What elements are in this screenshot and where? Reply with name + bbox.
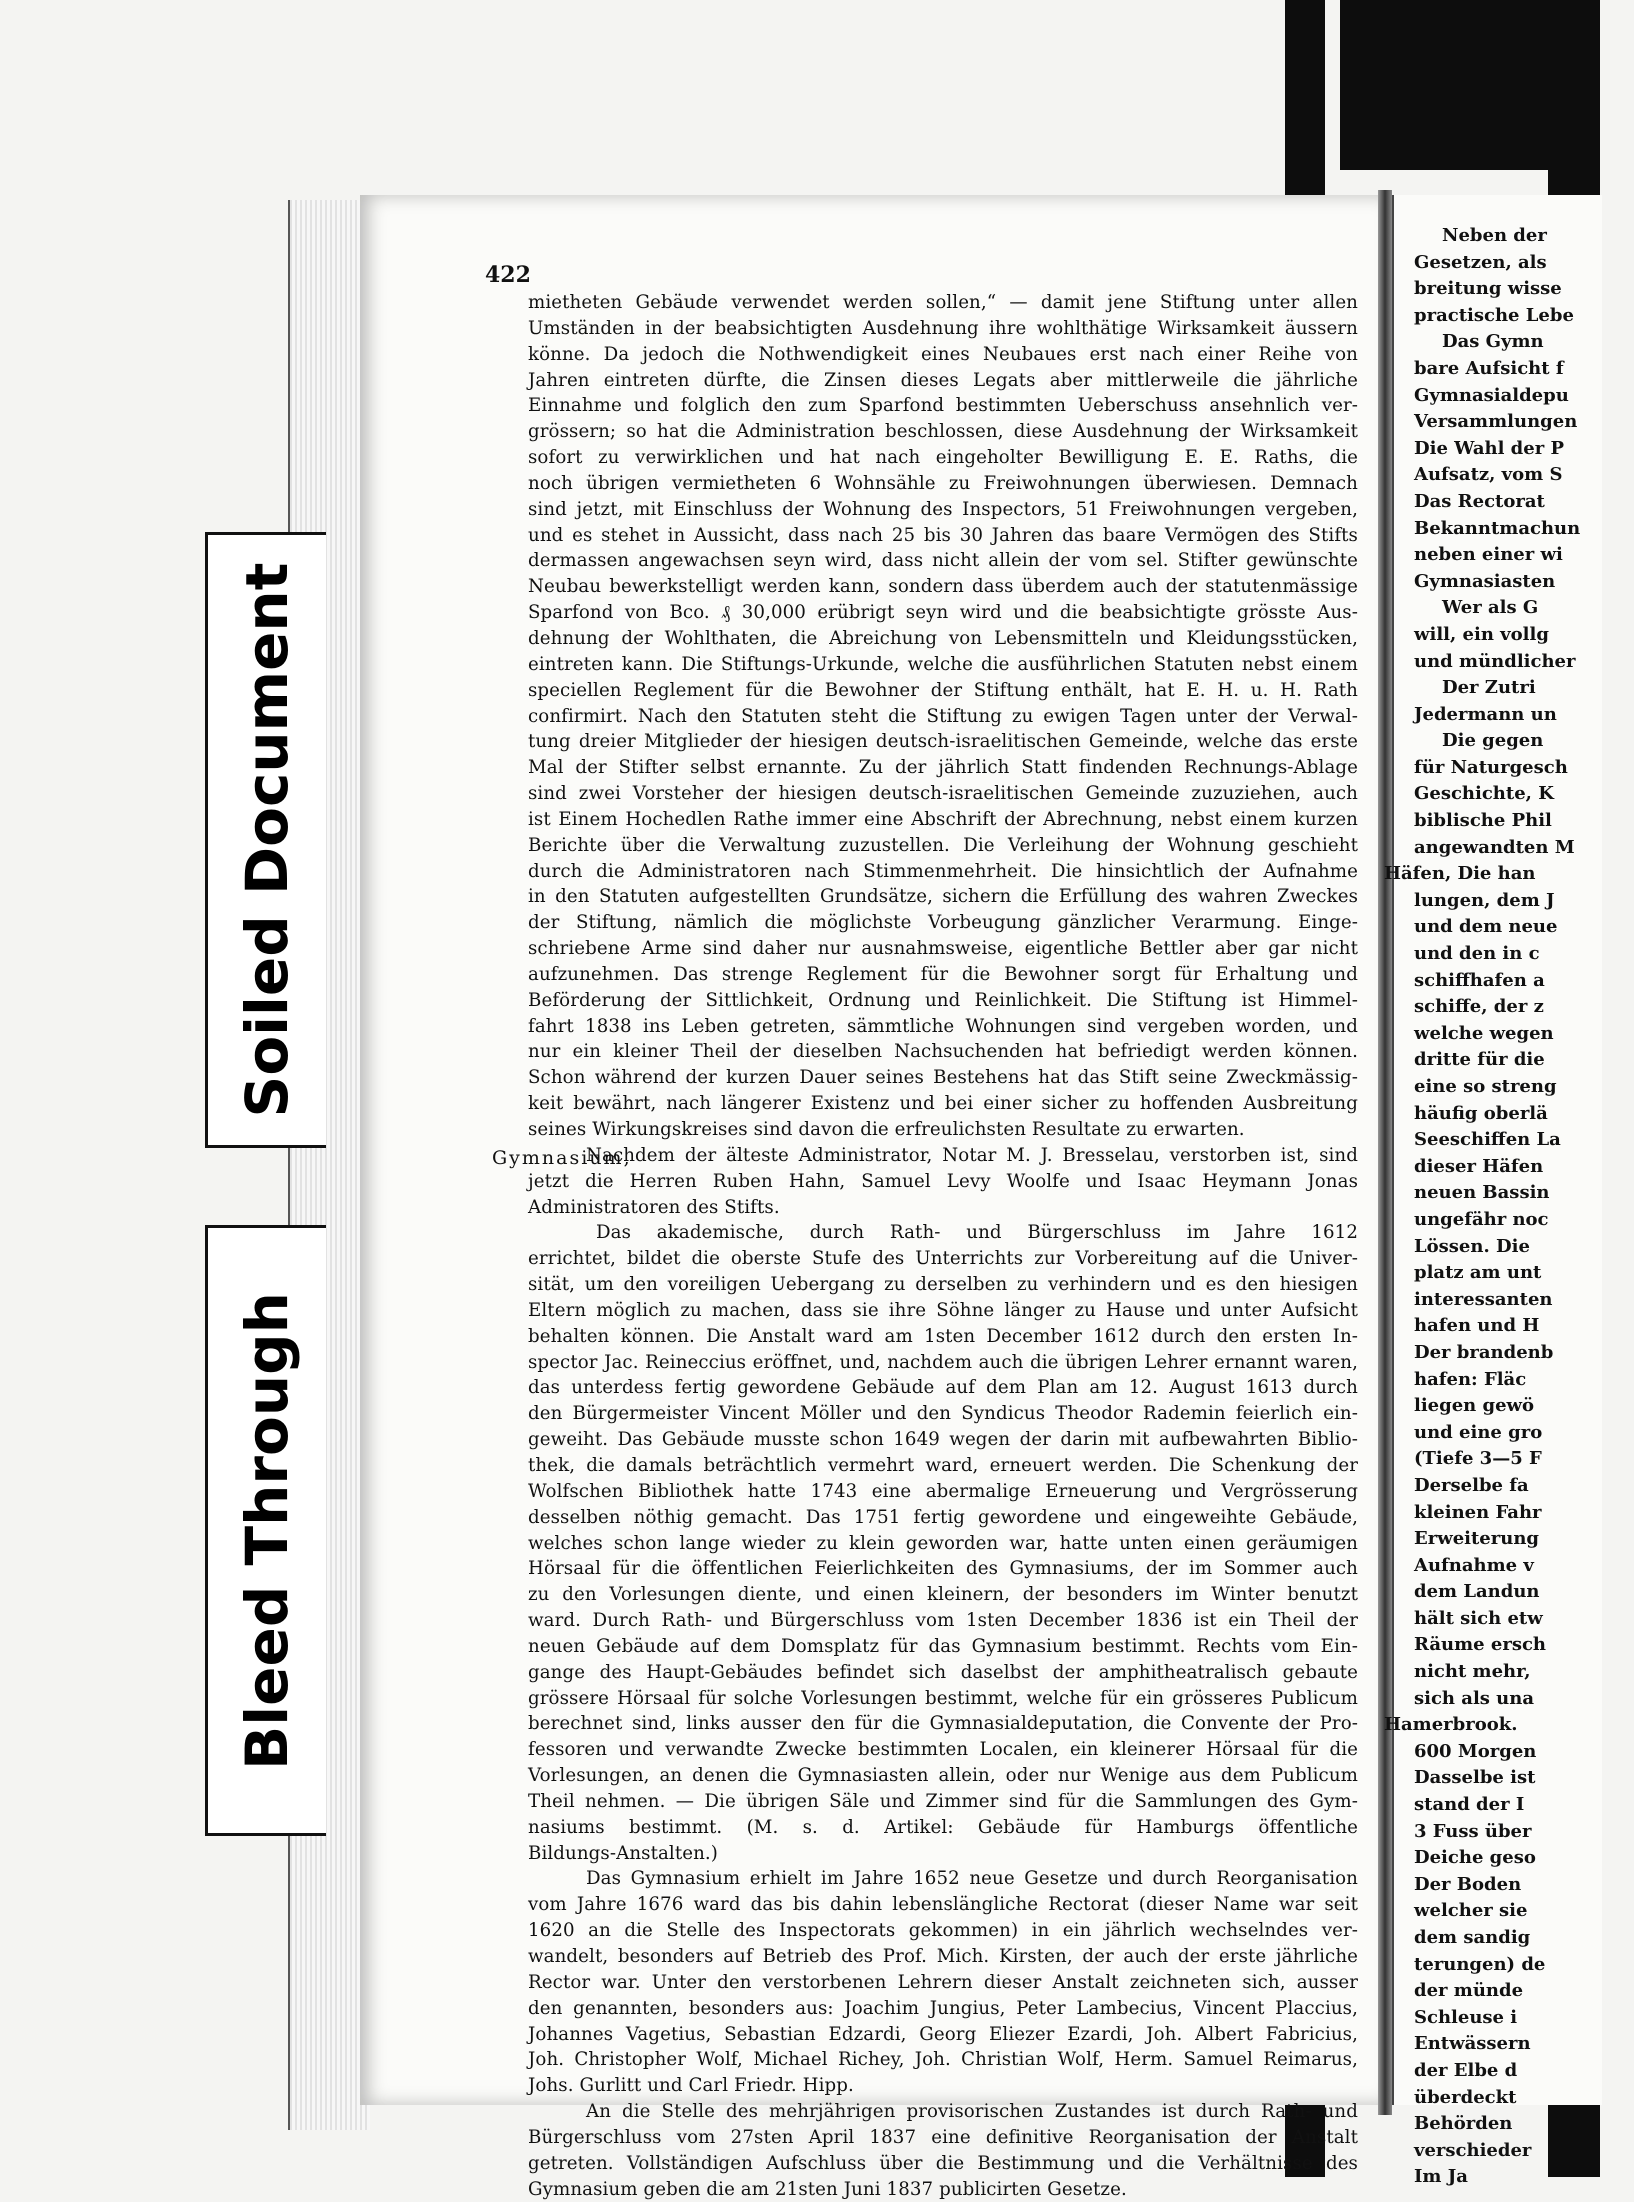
text-line: Schon während der kurzen Dauer seines Bestehens hat das Stift seine Zweckmässig- <box>528 1067 1358 1089</box>
text-line: Bildungs-Anstalten.) <box>528 1842 719 1864</box>
text-line: schriebene Arme sind daher nur ausnahmsweise, eigentliche Bettler aber gar nicht <box>528 938 1358 960</box>
text-line: Hörsaal für die öffentlichen Feierlichkeiten des Gymnasiums, der im Sommer auch <box>528 1558 1358 1580</box>
right-text-line: Aufsatz, vom S <box>1414 464 1563 486</box>
scanner-border <box>1340 0 1600 170</box>
right-text-line: schiffe, der z <box>1414 996 1544 1018</box>
right-text-line: Der brandenb <box>1414 1341 1554 1363</box>
right-text-line: Gesetzen, als <box>1414 251 1547 273</box>
text-line: Vorlesungen, an denen die Gymnasiasten allein, oder nur Wenige aus dem Publicum <box>528 1765 1358 1787</box>
text-line: gange des Haupt-Gebäudes befindet sich daselbst der amphitheatralisch gebaute <box>528 1661 1358 1683</box>
text-line: Administratoren des Stifts. <box>528 1196 780 1218</box>
right-text-line: angewandten M <box>1414 836 1575 858</box>
right-text-line: hafen und H <box>1414 1315 1540 1337</box>
text-line: seines Wirkungskreises sind davon die erfreulichsten Resultate zu erwarten. <box>528 1119 1245 1140</box>
right-text-line: Jedermann un <box>1414 703 1557 725</box>
text-line: ward. Durch Rath- und Bürgerschluss vom 1sten December 1836 ist ein Theil der <box>528 1610 1358 1632</box>
right-text-line: für Naturgesch <box>1414 756 1568 778</box>
text-line: vom Jahre 1676 ward das bis dahin lebenslängliche Rectorat (dieser Name war seit <box>528 1894 1358 1916</box>
text-line: grössern; so hat die Administration beschlossen, diese Ausdehnung der Wirksamkeit <box>528 421 1358 443</box>
right-text-line: interessanten <box>1414 1288 1553 1310</box>
right-text-line: Im Ja <box>1414 2166 1468 2188</box>
right-text-line: und mündlicher <box>1414 650 1576 672</box>
right-text-line: Deiche geso <box>1414 1847 1536 1869</box>
right-text-line: Das Rectorat <box>1414 490 1545 512</box>
bleed-through-tab <box>205 1225 326 1836</box>
text-line: Neubau bewerkstelligt werden kann, sondern dass überdem auch der statutenmässige <box>528 576 1358 598</box>
right-text-line: Erweiterung <box>1414 1528 1539 1550</box>
right-text-line: Die gegen <box>1442 730 1544 752</box>
text-line: könne. Da jedoch die Nothwendigkeit eines Neubaues erst nach einer Reihe von <box>528 343 1358 365</box>
right-text-line: Aufnahme v <box>1414 1554 1534 1576</box>
right-text-line: terungen) de <box>1414 1953 1546 1975</box>
right-text-line: welche wegen <box>1414 1022 1554 1044</box>
text-line: Wolfschen Bibliothek hatte 1743 eine abermalige Erneuerung und Vergrösserung <box>528 1480 1358 1502</box>
right-text-line: platz am unt <box>1414 1262 1542 1284</box>
text-line: berechnet sind, links ausser den für die Gymnasialdeputation, die Convente der Pro- <box>528 1713 1358 1735</box>
text-line: Jahren eintreten dürfte, die Zinsen dieses Legats aber mittlerweile die jährliche <box>528 369 1358 391</box>
text-line: sind jetzt, mit Einschluss der Wohnung des Inspectors, 51 Freiwohnungen vergeben, <box>528 498 1358 520</box>
right-text-line: welcher sie <box>1414 1900 1528 1922</box>
text-line: An die Stelle des mehrjährigen provisorischen Zustandes ist durch Rath- und <box>586 2101 1358 2123</box>
right-text-line: will, ein vollg <box>1414 623 1549 645</box>
right-text-line: biblische Phil <box>1414 810 1552 832</box>
right-text-line: Gymnasiasten <box>1414 570 1556 592</box>
text-line: Das akademische, durch Rath- und Bürgerschluss im Jahre 1612 <box>596 1222 1358 1244</box>
right-text-line: breitung wisse <box>1414 278 1562 300</box>
text-line: Das Gymnasium erhielt im Jahre 1652 neue Gesetze und durch Reorganisation <box>586 1868 1358 1890</box>
soiled-document-label: Soiled Document <box>233 562 301 1118</box>
text-line: Bürgerschluss vom 27sten April 1837 eine definitive Reorganisation der Anstalt <box>528 2126 1358 2148</box>
text-line: Mal der Stifter selbst ernannte. Zu der jährlich Statt findenden Rechnungs-Ablage <box>528 757 1358 779</box>
text-line: Gymnasium geben die am 21sten Juni 1837 publicirten Gesetze. <box>528 2178 1127 2200</box>
right-text-line: stand der I <box>1414 1794 1525 1816</box>
right-text-line: sich als una <box>1414 1687 1535 1709</box>
right-text-line: und dem neue <box>1414 916 1558 938</box>
text-line: in den Statuten aufgestellten Grundsätze, sichern die Erfüllung des wahren Zweckes <box>528 886 1358 908</box>
text-line: grössere Hörsaal für solche Vorlesungen bestimmt, welche für ein grösseres Publicum <box>528 1687 1358 1709</box>
right-text-line: verschieder <box>1414 2139 1532 2161</box>
right-text-line: Wer als G <box>1442 597 1539 619</box>
text-line: spector Jac. Reineccius eröffnet, und, nachdem auch die übrigen Lehrer ernannt waren, <box>528 1351 1358 1373</box>
text-line: nasiums bestimmt. (M. s. d. Artikel: Gebäude für Hamburgs öffentliche <box>528 1816 1358 1838</box>
text-line: den genannten, besonders aus: Joachim Jungius, Peter Lambecius, Vincent Placcius, <box>528 1997 1358 2019</box>
text-line: zu den Vorlesungen diente, und einen kleinern, der besonders im Winter benutzt <box>528 1584 1358 1606</box>
text-line: Johannes Vagetius, Sebastian Edzardi, Georg Eliezer Ezardi, Joh. Albert Fabricius, <box>528 2023 1358 2045</box>
text-line: das unterdess fertig gewordene Gebäude auf dem Plan am 12. August 1613 durch <box>528 1377 1358 1399</box>
text-line: sind zwei Vorsteher der hiesigen deutsch-israelitischen Gemeinde zuzuziehen, auch <box>528 783 1358 805</box>
text-line: noch übrigen vermietheten 6 Wohnsähle zu Freiwohnungen überwiesen. Demnach <box>528 472 1358 494</box>
margin-heading-gymnasium: Gymnasium, <box>492 1147 632 1169</box>
text-line: 1620 an die Stelle des Inspectorats gekommen) in ein jährlich wechselndes ver- <box>528 1920 1358 1942</box>
text-line: speciellen Reglement für die Bewohner der Stiftung enthält, hat E. H. u. H. Rath <box>528 679 1358 701</box>
text-line: wandelt, besonders auf Betrieb des Prof. Mich. Kirsten, der auch der erste jährliche <box>528 1946 1358 1967</box>
text-line: der Stiftung, nämlich die möglichste Vorbeugung gänzlicher Verarmung. Einge- <box>528 912 1358 934</box>
bleed-through-label: Bleed Through <box>233 1291 301 1770</box>
right-text-line: Schleuse i <box>1414 2006 1518 2028</box>
text-line: den Bürgermeister Vincent Möller und den Syndicus Theodor Rademin feierlich ein- <box>528 1403 1358 1425</box>
right-text-line: dieser Häfen <box>1414 1155 1544 1177</box>
right-text-line: dem Landun <box>1414 1581 1540 1603</box>
right-text-line: practische Lebe <box>1414 304 1574 326</box>
right-text-line: Räume ersch <box>1414 1634 1547 1656</box>
text-line: Beförderung der Sittlichkeit, Ordnung und Reinlichkeit. Die Stiftung ist Himmel- <box>528 989 1358 1011</box>
text-line: keit bewährt, nach längerer Existenz und bei einer sicher zu hoffenden Ausbreitung <box>528 1093 1358 1115</box>
right-text-line: und den in c <box>1414 943 1540 965</box>
text-line: dehnung der Wohlthaten, die Abreichung von Lebensmitteln und Kleidungsstücken, <box>528 627 1358 649</box>
right-text-line: Geschichte, K <box>1414 783 1554 805</box>
right-text-line: Neben der <box>1442 225 1547 246</box>
text-line: confirmirt. Nach den Statuten steht die Stiftung zu ewigen Tagen unter der Verwal- <box>528 705 1358 727</box>
text-line: Theil nehmen. — Die übrigen Säle und Zimmer sind für die Sammlungen des Gym- <box>528 1790 1358 1812</box>
right-text-line: ungefähr noc <box>1414 1208 1549 1230</box>
left-page-text <box>528 290 1358 2202</box>
right-text-line: hält sich etw <box>1414 1607 1543 1629</box>
right-page <box>1384 195 1602 2188</box>
right-text-line: kleinen Fahr <box>1414 1501 1542 1523</box>
right-text-line: 3 Fuss über <box>1414 1820 1532 1842</box>
right-text-line: schiffhafen a <box>1414 969 1545 991</box>
text-line: jetzt die Herren Ruben Hahn, Samuel Levy Woolfe und Isaac Heymann Jonas <box>528 1170 1358 1192</box>
text-line: Johs. Gurlitt und Carl Friedr. Hipp. <box>528 2075 854 2097</box>
right-text-line: der Elbe d <box>1414 2059 1518 2081</box>
right-text-line: dem sandig <box>1414 1927 1531 1948</box>
text-line: geweiht. Das Gebäude musste schon 1649 wegen der darin mit aufbewahrten Biblio- <box>528 1429 1358 1451</box>
right-text-line: Das Gymn <box>1442 331 1544 353</box>
text-line: Rector war. Unter den verstorbenen Lehrern dieser Anstalt zeichneten sich, ausser <box>528 1971 1358 1993</box>
right-text-line: Gymnasialdepu <box>1414 384 1569 406</box>
right-text-line: bare Aufsicht f <box>1414 357 1564 379</box>
text-line: desselben nöthig gemacht. Das 1751 fertig gewordene und eingeweihte Gebäude, <box>528 1506 1358 1528</box>
text-line: fahrt 1838 ins Leben getreten, sämmtliche Wohnungen sind vergeben worden, und <box>528 1015 1358 1037</box>
text-line: tung dreier Mitglieder der hiesigen deutsch-israelitischen Gemeinde, welche das erste <box>528 731 1358 753</box>
text-line: ist Einem Hochedlen Rathe immer eine Abschrift der Abrechnung, nebst einem kurzen <box>528 808 1358 830</box>
page-number: 422 <box>485 262 531 288</box>
text-line: dermassen angewachsen seyn wird, dass nicht allein der vom sel. Stifter gewünschte <box>528 550 1358 572</box>
right-text-line: Der Boden <box>1414 1873 1522 1895</box>
right-text-line: überdeckt <box>1414 2086 1517 2108</box>
right-text-line: häufig oberlä <box>1414 1102 1548 1124</box>
right-text-line: nicht mehr, <box>1414 1661 1531 1683</box>
text-line: aufzunehmen. Das strenge Reglement für die Bewohner sorgt für Erhaltung und <box>528 963 1358 985</box>
text-line: Eltern möglich zu machen, dass sie ihre Söhne länger zu Hause und unter Aufsicht <box>528 1299 1358 1321</box>
text-line: Einnahme und folglich den zum Sparfond bestimmten Ueberschuss ansehnlich ver- <box>528 395 1358 417</box>
right-page-text <box>1384 223 1634 2191</box>
text-line: nur ein kleiner Theil der dieselben Nachsuchenden hat befriedigt werden können. <box>528 1041 1358 1063</box>
right-text-line: Hamerbrook. <box>1384 1714 1518 1736</box>
right-text-line: hafen: Fläc <box>1414 1368 1527 1390</box>
right-text-line: (Tiefe 3—5 F <box>1414 1448 1542 1470</box>
right-text-line: lungen, dem J <box>1414 889 1555 911</box>
text-line: und es stehet in Aussicht, dass nach 25 bis 30 Jahren das baare Vermögen des Stifts <box>528 524 1358 546</box>
text-line: sofort zu verwirklichen und hat nach eingeholter Bewilligung E. E. Raths, die <box>528 447 1358 469</box>
text-line: fessoren und verwandte Zwecke bestimmten Localen, ein kleinerer Hörsaal für die <box>528 1739 1358 1761</box>
text-line: Berichte über die Verwaltung zuzustellen. Die Verleihung der Wohnung geschieht <box>528 834 1358 856</box>
right-text-line: Derselbe fa <box>1414 1474 1529 1496</box>
right-text-line: Behörden <box>1414 2113 1513 2135</box>
page-stack-edge <box>288 200 370 2130</box>
text-line: sität, um den voreiligen Uebergang zu derselben zu verhindern und es den hiesigen <box>528 1274 1358 1296</box>
right-text-line: eine so streng <box>1414 1076 1557 1097</box>
right-text-line: liegen gewö <box>1414 1395 1535 1417</box>
text-line: Nachdem der älteste Administrator, Notar M. J. Bresselau, verstorben ist, sind <box>586 1144 1358 1166</box>
right-text-line: Die Wahl der P <box>1414 437 1564 459</box>
right-text-line: der münde <box>1414 1980 1524 2002</box>
text-line: Joh. Christopher Wolf, Michael Richey, Joh. Christian Wolf, Herm. Samuel Reimarus, <box>528 2049 1358 2071</box>
text-line: thek, die damals beträchtlich vermehrt ward, erneuert werden. Die Schenkung der <box>528 1454 1358 1476</box>
text-line: Sparfond von Bco. ₰ 30,000 erübrigt seyn wird und die beabsichtigte grösste Aus- <box>528 602 1358 624</box>
text-line: Umständen in der beabsichtigten Ausdehnung ihre wohlthätige Wirksamkeit äussern <box>528 317 1358 339</box>
right-text-line: Seeschiffen La <box>1414 1129 1561 1151</box>
right-text-line: Häfen, Die han <box>1384 863 1536 885</box>
right-text-line: Der Zutri <box>1442 677 1536 699</box>
right-text-line: und eine gro <box>1414 1421 1543 1443</box>
book-spine <box>1378 190 1392 2115</box>
text-line: welches schon lange wieder zu klein geworden war, hatte unten einen geräumigen <box>528 1532 1358 1554</box>
right-text-line: Versammlungen <box>1414 411 1578 433</box>
soiled-document-tab <box>205 532 326 1148</box>
right-text-line: Dasselbe ist <box>1414 1767 1536 1789</box>
text-line: eintreten kann. Die Stiftungs-Urkunde, welche die ausführlichen Statuten nebst einem <box>528 653 1358 675</box>
right-text-line: Bekanntmachun <box>1414 517 1581 539</box>
text-line: errichtet, bildet die oberste Stufe des Unterrichts zur Vorbereitung auf die Univer- <box>528 1248 1358 1270</box>
right-text-line: neuen Bassin <box>1414 1182 1550 1204</box>
text-line: miethеten Gebäude verwendet werden sollen,“ — damit jene Stiftung unter allen <box>528 292 1358 313</box>
text-line: behalten können. Die Anstalt ward am 1sten December 1612 durch den ersten In- <box>528 1325 1358 1347</box>
right-text-line: neben einer wi <box>1414 544 1563 566</box>
text-line: durch die Administratoren nach Stimmenmehrheit. Die hinsichtlich der Aufnahme <box>528 860 1358 882</box>
right-text-line: Entwässern <box>1414 2033 1531 2055</box>
text-line: neuen Gebäude auf dem Domsplatz für das Gymnasium bestimmt. Rechts vom Ein- <box>528 1635 1358 1657</box>
text-line: getreten. Vollständigen Aufschluss über die Bestimmung und die Verhältnisse des <box>528 2152 1358 2174</box>
right-text-line: 600 Morgen <box>1414 1740 1537 1762</box>
right-text-line: dritte für die <box>1414 1049 1545 1071</box>
right-text-line: Lössen. Die <box>1414 1235 1530 1257</box>
